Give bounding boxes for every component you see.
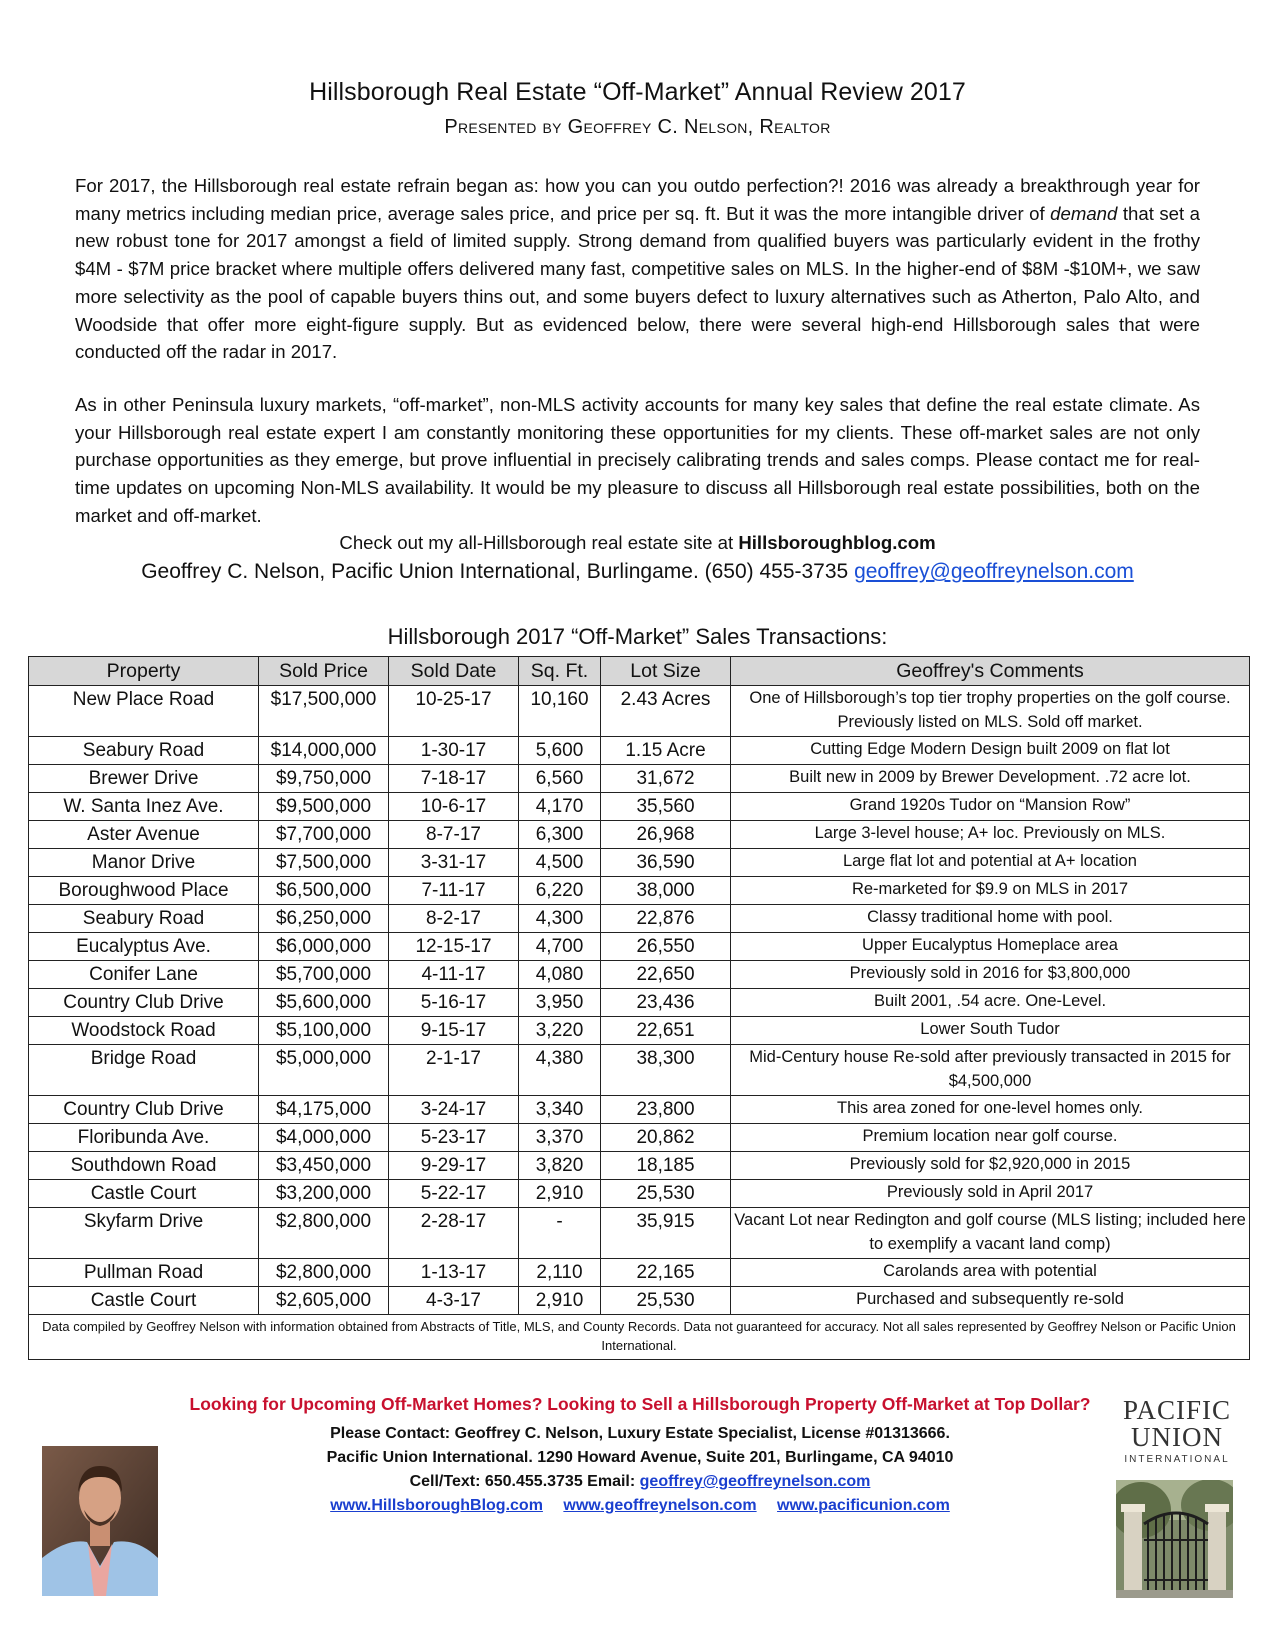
table-row <box>29 877 1250 905</box>
cell-lot-size: 1.15 Acre <box>601 737 731 765</box>
cell-lot-size: 22,651 <box>601 1017 731 1045</box>
pacific-union-logo <box>1112 1397 1242 1465</box>
cell-sold-price: $2,800,000 <box>259 1259 389 1287</box>
table-title: Hillsborough 2017 “Off-Market” Sales Transactions: <box>387 624 888 649</box>
cell-lot-size: 23,800 <box>601 1096 731 1124</box>
cell-lot-size: 26,968 <box>601 821 731 849</box>
table-row <box>29 793 1250 821</box>
table-row <box>29 1096 1250 1124</box>
cell-sqft: 6,300 <box>519 821 601 849</box>
table-footnote: Data compiled by Geoffrey Nelson with information obtained from Abstracts of Title, MLS, and County Records. Data not guaranteed for accuracy. Not all sales represented by Geoffrey Nelson or Pacific Union International. <box>29 1315 1250 1360</box>
document-title: Hillsborough Real Estate “Off-Market” Annual Review 2017 <box>309 78 966 106</box>
cell-property: Floribunda Ave. <box>29 1124 259 1152</box>
cell-sold-price: $2,800,000 <box>259 1208 389 1259</box>
cell-lot-size: 22,165 <box>601 1259 731 1287</box>
table-row <box>29 1180 1250 1208</box>
table-row <box>29 1017 1250 1045</box>
cell-sqft: 2,910 <box>519 1287 601 1315</box>
cell-comment: Vacant Lot near Redington and golf course (MLS listing; included here to exemplify a vacant land comp) <box>731 1208 1250 1259</box>
cell-sold-price: $4,175,000 <box>259 1096 389 1124</box>
blog-prefix: Check out my all-Hillsborough real estate site at <box>339 532 739 553</box>
cell-sqft: 4,500 <box>519 849 601 877</box>
cell-sqft: 3,370 <box>519 1124 601 1152</box>
cell-sold-date: 5-16-17 <box>389 989 519 1017</box>
cell-lot-size: 2.43 Acres <box>601 686 731 737</box>
table-row <box>29 821 1250 849</box>
cell-sold-price: $5,700,000 <box>259 961 389 989</box>
cell-comment: Lower South Tudor <box>731 1017 1250 1045</box>
cell-sold-date: 2-28-17 <box>389 1208 519 1259</box>
cell-sqft: - <box>519 1208 601 1259</box>
cell-comment: Previously sold for $2,920,000 in 2015 <box>731 1152 1250 1180</box>
link-hillsboroughblog[interactable]: www.HillsboroughBlog.com <box>330 1497 543 1514</box>
cell-property: Skyfarm Drive <box>29 1208 259 1259</box>
cell-sold-date: 1-30-17 <box>389 737 519 765</box>
cell-sqft: 2,910 <box>519 1180 601 1208</box>
cell-property: New Place Road <box>29 686 259 737</box>
cell-property: Seabury Road <box>29 737 259 765</box>
cell-sold-price: $2,605,000 <box>259 1287 389 1315</box>
cell-comment: Built 2001, .54 acre. One-Level. <box>731 989 1250 1017</box>
cell-lot-size: 38,300 <box>601 1045 731 1096</box>
cell-sold-date: 9-29-17 <box>389 1152 519 1180</box>
cell-property: Seabury Road <box>29 905 259 933</box>
table-row <box>29 765 1250 793</box>
table-row <box>29 1045 1250 1096</box>
cell-sqft: 3,820 <box>519 1152 601 1180</box>
cell-lot-size: 35,560 <box>601 793 731 821</box>
cell-comment: Carolands area with potential <box>731 1259 1250 1287</box>
cell-lot-size: 25,530 <box>601 1287 731 1315</box>
cell-sqft: 4,700 <box>519 933 601 961</box>
cell-property: Woodstock Road <box>29 1017 259 1045</box>
cell-property: Brewer Drive <box>29 765 259 793</box>
cell-sqft: 4,300 <box>519 905 601 933</box>
col-header-sqft: Sq. Ft. <box>519 657 601 686</box>
contact-email-link[interactable]: geoffrey@geoffreynelson.com <box>854 560 1134 583</box>
cell-comment: Grand 1920s Tudor on “Mansion Row” <box>731 793 1250 821</box>
cell-lot-size: 36,590 <box>601 849 731 877</box>
table-row <box>29 849 1250 877</box>
cell-comment: This area zoned for one-level homes only. <box>731 1096 1250 1124</box>
col-header-lot: Lot Size <box>601 657 731 686</box>
cell-comment: Cutting Edge Modern Design built 2009 on flat lot <box>731 737 1250 765</box>
cell-property: W. Santa Inez Ave. <box>29 793 259 821</box>
cell-sqft: 3,340 <box>519 1096 601 1124</box>
contact-text: Geoffrey C. Nelson, Pacific Union International, Burlingame. (650) 455-3735 <box>141 560 855 583</box>
cell-property: Manor Drive <box>29 849 259 877</box>
logo-line-1: PACIFIC <box>1122 1395 1232 1425</box>
cell-property: Pullman Road <box>29 1259 259 1287</box>
document-subtitle: Presented by Geoffrey C. Nelson, Realtor <box>444 116 831 138</box>
cell-sqft: 2,110 <box>519 1259 601 1287</box>
cell-sold-date: 2-1-17 <box>389 1045 519 1096</box>
table-row <box>29 989 1250 1017</box>
cell-sold-date: 1-13-17 <box>389 1259 519 1287</box>
link-geoffreynelson[interactable]: www.geoffreynelson.com <box>563 1497 757 1514</box>
table-row <box>29 1287 1250 1315</box>
table-row <box>29 961 1250 989</box>
cell-comment: Large flat lot and potential at A+ location <box>731 849 1250 877</box>
cell-property: Aster Avenue <box>29 821 259 849</box>
footer-links <box>165 1494 1115 1518</box>
table-row <box>29 1124 1250 1152</box>
cell-sold-price: $9,750,000 <box>259 765 389 793</box>
cell-sold-date: 3-24-17 <box>389 1096 519 1124</box>
call-to-action: Looking for Upcoming Off-Market Homes? Looking to Sell a Hillsborough Property Off-Market at Top Dollar? <box>189 1394 1091 1414</box>
cell-sold-date: 7-11-17 <box>389 877 519 905</box>
cell-sold-date: 8-2-17 <box>389 905 519 933</box>
cell-sold-date: 5-22-17 <box>389 1180 519 1208</box>
col-header-property: Property <box>29 657 259 686</box>
cell-comment: Re-marketed for $9.9 on MLS in 2017 <box>731 877 1250 905</box>
cell-lot-size: 18,185 <box>601 1152 731 1180</box>
footer-cell-text: Cell/Text: 650.455.3735 Email: <box>409 1473 640 1490</box>
cell-sold-date: 4-3-17 <box>389 1287 519 1315</box>
cell-comment: Mid-Century house Re-sold after previously transacted in 2015 for $4,500,000 <box>731 1045 1250 1096</box>
cell-lot-size: 23,436 <box>601 989 731 1017</box>
cell-lot-size: 38,000 <box>601 877 731 905</box>
table-row <box>29 737 1250 765</box>
cell-comment: Previously sold in April 2017 <box>731 1180 1250 1208</box>
table-footnote-row <box>29 1315 1250 1360</box>
cell-lot-size: 22,876 <box>601 905 731 933</box>
cell-sqft: 3,950 <box>519 989 601 1017</box>
cell-lot-size: 20,862 <box>601 1124 731 1152</box>
cell-sold-price: $6,250,000 <box>259 905 389 933</box>
table-row <box>29 1259 1250 1287</box>
cell-sqft: 4,170 <box>519 793 601 821</box>
table-row <box>29 686 1250 737</box>
cell-property: Country Club Drive <box>29 989 259 1017</box>
sales-table <box>28 656 1250 1360</box>
cell-sold-date: 3-31-17 <box>389 849 519 877</box>
intro-p1-after: that set a new robust tone for 2017 amongst a field of limited supply. Strong demand from qualified buyers was particularly evident in the frothy $4M - $7M price bracket where multiple offers delivered many fast, competitive sales on MLS. In the higher-end of $8M -$10M+, we saw more selectivity as the pool of capable buyers thins out, and some buyers defect to luxury alternatives such as Atherton, Palo Alto, and Woodside that offer more eight-figure supply. But as evidenced below, there were several high-end Hillsborough sales that were conducted off the radar in 2017. <box>75 202 1200 363</box>
intro-paragraph-1 <box>75 172 1200 366</box>
cell-sold-price: $7,700,000 <box>259 821 389 849</box>
cell-sold-date: 10-6-17 <box>389 793 519 821</box>
cell-lot-size: 35,915 <box>601 1208 731 1259</box>
cell-property: Castle Court <box>29 1287 259 1315</box>
cell-sold-price: $14,000,000 <box>259 737 389 765</box>
cell-sold-price: $6,000,000 <box>259 933 389 961</box>
cell-sold-price: $3,450,000 <box>259 1152 389 1180</box>
estate-gate-photo <box>1116 1480 1233 1598</box>
link-pacificunion[interactable]: www.pacificunion.com <box>777 1497 950 1514</box>
cell-sold-date: 9-15-17 <box>389 1017 519 1045</box>
agent-headshot-photo <box>42 1446 158 1596</box>
intro-p1-emphasis: demand <box>1050 202 1118 224</box>
cell-sold-price: $9,500,000 <box>259 793 389 821</box>
cell-sold-date: 8-7-17 <box>389 821 519 849</box>
intro-paragraph-2: As in other Peninsula luxury markets, “off-market”, non-MLS activity accounts for many key sales that define the real estate climate. As your Hillsborough real estate expert I am constantly monitoring these opportunities for my clients. These off-market sales are not only purchase opportunities as they emerge, but prove influential in precisely calibrating trends and sales comps. Please contact me for real-time updates on upcoming Non-MLS availability. It would be my pleasure to discuss all Hillsborough real estate possibilities, both on the market and off-market. <box>75 394 1200 526</box>
cell-sqft: 5,600 <box>519 737 601 765</box>
cell-sold-date: 5-23-17 <box>389 1124 519 1152</box>
cell-property: Country Club Drive <box>29 1096 259 1124</box>
cell-comment: Previously sold in 2016 for $3,800,000 <box>731 961 1250 989</box>
logo-line-3: INTERNATIONAL <box>1124 1454 1230 1465</box>
cell-comment: Classy traditional home with pool. <box>731 905 1250 933</box>
cell-lot-size: 26,550 <box>601 933 731 961</box>
cell-lot-size: 25,530 <box>601 1180 731 1208</box>
cell-sold-price: $6,500,000 <box>259 877 389 905</box>
table-row <box>29 905 1250 933</box>
cell-sold-price: $4,000,000 <box>259 1124 389 1152</box>
footer-email-link[interactable]: geoffrey@geoffreynelson.com <box>639 1473 871 1490</box>
blog-line <box>0 532 1275 554</box>
cell-sold-price: $7,500,000 <box>259 849 389 877</box>
cell-lot-size: 22,650 <box>601 961 731 989</box>
cell-property: Southdown Road <box>29 1152 259 1180</box>
table-header-row <box>29 657 1250 686</box>
cell-sold-date: 4-11-17 <box>389 961 519 989</box>
cell-sold-price: $5,600,000 <box>259 989 389 1017</box>
cell-property: Castle Court <box>29 1180 259 1208</box>
col-header-comments: Geoffrey's Comments <box>731 657 1250 686</box>
cell-sqft: 4,080 <box>519 961 601 989</box>
cell-property: Conifer Lane <box>29 961 259 989</box>
footer-line-3 <box>165 1470 1115 1494</box>
cell-sold-date: 12-15-17 <box>389 933 519 961</box>
cell-comment: Purchased and subsequently re-sold <box>731 1287 1250 1315</box>
footer-contact-block <box>165 1422 1115 1518</box>
logo-line-2: UNION <box>1131 1422 1223 1452</box>
cell-comment: One of Hillsborough’s top tier trophy properties on the golf course. Previously listed on MLS. Sold off market. <box>731 686 1250 737</box>
contact-line <box>0 560 1275 584</box>
cell-sold-date: 7-18-17 <box>389 765 519 793</box>
cell-property: Boroughwood Place <box>29 877 259 905</box>
cell-comment: Premium location near golf course. <box>731 1124 1250 1152</box>
table-row <box>29 1208 1250 1259</box>
blog-site: Hillsboroughblog.com <box>738 532 936 553</box>
cell-lot-size: 31,672 <box>601 765 731 793</box>
cell-property: Bridge Road <box>29 1045 259 1096</box>
table-row <box>29 933 1250 961</box>
cell-sold-price: $3,200,000 <box>259 1180 389 1208</box>
cell-comment: Large 3-level house; A+ loc. Previously on MLS. <box>731 821 1250 849</box>
footer-line-1: Please Contact: Geoffrey C. Nelson, Luxury Estate Specialist, License #01313666. <box>330 1425 950 1442</box>
cell-sold-price: $5,000,000 <box>259 1045 389 1096</box>
cell-sqft: 6,220 <box>519 877 601 905</box>
col-header-date: Sold Date <box>389 657 519 686</box>
cell-comment: Built new in 2009 by Brewer Development. .72 acre lot. <box>731 765 1250 793</box>
intro-p1-before: For 2017, the Hillsborough real estate refrain began as: how you can you outdo perfection?! 2016 was already a breakthrough year for many metrics including median price, average sales price, and price per sq. ft. But it was the more intangible driver of <box>75 175 1200 224</box>
cell-comment: Upper Eucalyptus Homeplace area <box>731 933 1250 961</box>
cell-sqft: 4,380 <box>519 1045 601 1096</box>
footer-line-2: Pacific Union International. 1290 Howard Avenue, Suite 201, Burlingame, CA 94010 <box>326 1449 954 1466</box>
cell-sold-price: $17,500,000 <box>259 686 389 737</box>
table-body <box>29 686 1250 1315</box>
cell-sqft: 3,220 <box>519 1017 601 1045</box>
cell-sqft: 10,160 <box>519 686 601 737</box>
cell-sqft: 6,560 <box>519 765 601 793</box>
table-row <box>29 1152 1250 1180</box>
col-header-price: Sold Price <box>259 657 389 686</box>
cell-property: Eucalyptus Ave. <box>29 933 259 961</box>
cell-sold-date: 10-25-17 <box>389 686 519 737</box>
cell-sold-price: $5,100,000 <box>259 1017 389 1045</box>
